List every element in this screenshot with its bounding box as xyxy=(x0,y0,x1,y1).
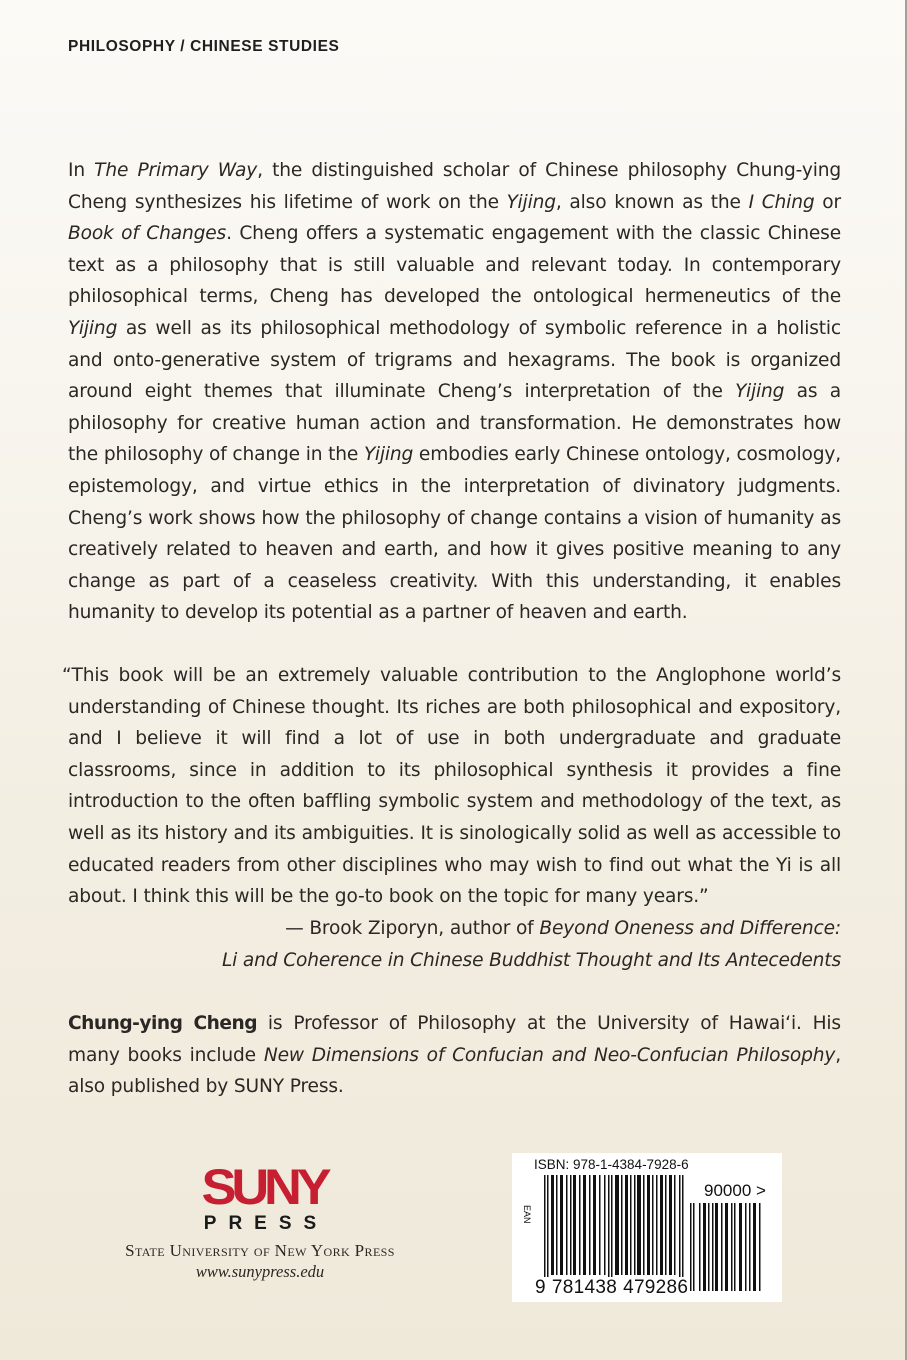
author-name: Chung-ying Cheng xyxy=(68,1013,258,1034)
description-italic-title: Yijing xyxy=(363,444,414,466)
description-italic-title: The Primary Way xyxy=(94,160,258,181)
description-text: , the distinguished scholar of Chinese philosophy Chung-ying Cheng synthesizes his lifetime of work on the xyxy=(68,160,841,213)
description-text: embodies early Chinese ontology, cosmology, epistemology, and virtue ethics in the interpretation of divinatory judgments. Cheng’s work shows how the philosophy of change contains a vision of humanity as creatively related to heaven and earth, and how it gives positive meaning to any change as part of a ceaseless creativity. With this understanding, it enables humanity to develop its potential as a partner of heaven and earth. xyxy=(68,444,842,624)
ean-first-digit: 9 xyxy=(535,1277,546,1298)
ean-barcode-bars xyxy=(542,1175,688,1291)
press-wordmark: PRESS xyxy=(203,1213,329,1234)
publisher-url[interactable]: www.sunypress.edu xyxy=(195,1262,325,1281)
category-label: PHILOSOPHY / CHINESE STUDIES xyxy=(68,38,340,55)
description-italic-title: Yijing xyxy=(68,317,118,339)
price-code-digits: 90000 xyxy=(704,1181,752,1200)
quote-attribution xyxy=(68,913,841,976)
ean-digit-group-2: 479286 xyxy=(623,1277,689,1298)
description-text: In xyxy=(68,160,95,181)
description-text: , also known as the xyxy=(555,191,749,213)
description-italic-title: I Ching xyxy=(748,191,815,213)
description-text: as a philosophy for creative human action and transformation. He demonstrates how the philosophy of change in the xyxy=(68,381,841,466)
price-code-arrow: > xyxy=(756,1181,766,1200)
attribution-line-2 xyxy=(68,945,841,977)
attribution-book-title-2: Li and Coherence in Chinese Buddhist Thought and Its Antecedents xyxy=(221,949,841,971)
quote-text: “This book will be an extremely valuable contribution to the Anglophone world’s understanding of Chinese thought. Its riches are both philosophical and expository, and I believe it will find a lot of use in both undergraduate and graduate classrooms, since in addition to its philosophical synthesis it provides a fine introduction to the often baffling symbolic system and methodology of the text, as well as its history and its ambiguities. It is sinologically solid as well as accessible to educated readers from other disciplines who may wish to find out what the Yi is all about. I think this will be the go-to book on the topic for many years.” xyxy=(62,665,841,908)
price-barcode-bars xyxy=(690,1203,762,1291)
author-bio xyxy=(68,1008,841,1103)
ean-label: EAN xyxy=(522,1205,532,1224)
publisher-logo xyxy=(100,1159,420,1282)
attribution-author: — Brook Ziporyn, author of xyxy=(285,918,540,939)
attribution-line-1 xyxy=(68,913,841,945)
isbn-barcode xyxy=(512,1153,782,1302)
bio-text-1: is Professor of Philosophy at the University of Hawai‘i. His many books include xyxy=(68,1013,841,1066)
endorsement-quote xyxy=(62,660,841,913)
description-italic-title: Yijing xyxy=(735,381,785,403)
bio-text-2: , also published by SUNY Press. xyxy=(68,1044,841,1098)
book-description xyxy=(68,155,841,629)
suny-wordmark: SUNY xyxy=(201,1159,327,1215)
price-code xyxy=(704,1181,766,1201)
description-text: . Cheng offers a systematic engagement with the classic Chinese text as a philosophy that is still valuable and relevant today. In contemporary philosophical terms, Cheng has developed the ontological hermeneutics of the xyxy=(68,223,841,308)
publisher-name: State University of New York Press xyxy=(125,1241,395,1260)
bio-book-title: New Dimensions of Confucian and Neo-Confucian Philosophy xyxy=(263,1044,836,1066)
isbn-label: ISBN: 978-1-4384-7928-6 xyxy=(534,1157,689,1172)
ean-digits xyxy=(534,1277,689,1299)
attribution-book-title-1: Beyond Oneness and Difference: xyxy=(539,918,841,939)
description-text: as well as its philosophical methodology of symbolic reference in a holistic and onto-generative system of trigrams and hexagrams. The book is organized around eight themes that illuminate Cheng’s interpretation of the xyxy=(68,317,841,403)
ean-digit-group-1: 781438 xyxy=(551,1277,618,1298)
description-italic-title: Yijing xyxy=(506,191,556,213)
description-text: or xyxy=(814,191,841,213)
description-italic-title: Book of Changes xyxy=(68,223,227,245)
